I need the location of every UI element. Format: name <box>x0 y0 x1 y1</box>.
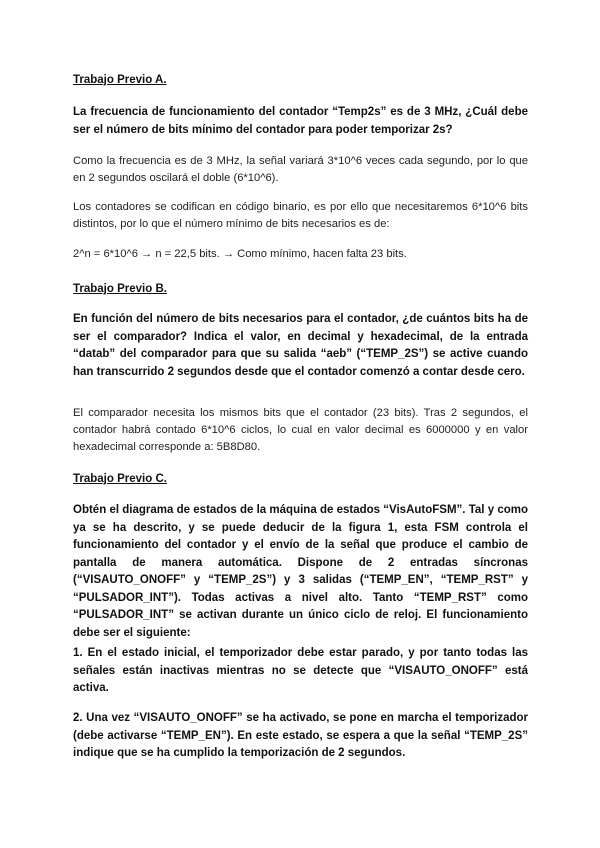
answer-b: El comparador necesita los mismos bits que el contador (23 bits). Tras 2 segundos, el contador habrá contado 6*10^6 ciclos, lo cual en valor decimal es 6000000 y en valor hexadecimal corresponde a: 5B8D80. <box>73 407 528 453</box>
question-a: La frecuencia de funcionamiento del contador “Temp2s” es de 3 MHz, ¿Cuál debe ser el número de bits mínimo del contador para poder temporizar 2s? <box>73 106 528 136</box>
question-b: En función del número de bits necesarios para el contador, ¿de cuántos bits ha de ser el comparador? Indica el valor, en decimal y hexadecimal, de la entrada “datab” del comparador para que su salida “aeb” (“TEMP_2S”) se active cuando han transcurrido 2 segundos desde que el contador comenzó a contar desde cero. <box>73 313 528 378</box>
answer-a-paragraph-1: Como la frecuencia es de 3 MHz, la señal variará 3*10^6 veces cada segundo, por lo que en 2 segundos oscilará el doble (6*10^6). <box>73 155 528 184</box>
heading-trabajo-previo-a: Trabajo Previo A. <box>73 74 167 86</box>
answer-a-result: 2^n = 6*10^6 → n = 22,5 bits. → Como mínimo, hacen falta 23 bits. <box>73 248 407 260</box>
step-1: 1. En el estado inicial, el temporizador debe estar parado, y por tanto todas las señales están inactivas mientras no se detecte que “VISAUTO_ONOFF” está activa. <box>73 647 528 694</box>
step-2: 2. Una vez “VISAUTO_ONOFF” se ha activado, se pone en marcha el temporizador (debe activarse “TEMP_EN”). En este estado, se espera a que la señal “TEMP_2S” indique que se ha cumplido la temporización de 2 segundos. <box>73 712 528 759</box>
heading-trabajo-previo-c: Trabajo Previo C. <box>73 473 167 485</box>
question-c: Obtén el diagrama de estados de la máquina de estados “VisAutoFSM”. Tal y como ya se ha descrito, y se puede deducir de la figura 1, esta FSM controla el funcionamiento del contador y el envío de la señal que produce el cambio de pantalla de manera automática. Dispone de 2 entradas síncronas (“VISAUTO_ONOFF” y “TEMP_2S”) y 3 salidas (“TEMP_EN”, “TEMP_RST” y “PULSADOR_INT”). Todas activas a nivel alto. Tanto “TEMP_RST” como “PULSADOR_INT” se activan durante un único ciclo de reloj. El funcionamiento debe ser el siguiente: <box>73 504 528 639</box>
heading-trabajo-previo-b: Trabajo Previo B. <box>73 283 167 295</box>
answer-a-paragraph-2: Los contadores se codifican en código binario, es por ello que necesitaremos 6*10^6 bits distintos, por lo que el número mínimo de bits necesarios es de: <box>73 201 528 230</box>
